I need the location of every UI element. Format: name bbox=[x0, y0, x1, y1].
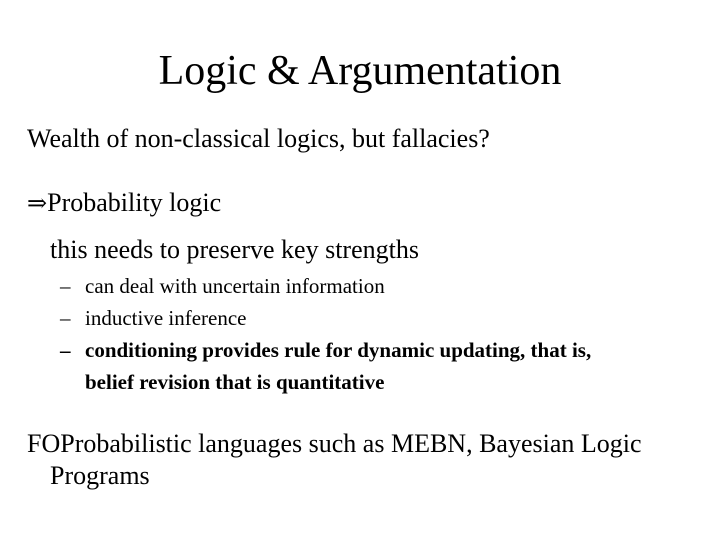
foprobabilistic-text: FOProbabilistic languages such as MEBN, Bayesian Logic bbox=[27, 429, 642, 458]
text-line-wealth: Wealth of non-classical logics, but fallacies? bbox=[27, 124, 490, 153]
list-item bbox=[60, 270, 591, 302]
list-item-text: can deal with uncertain information bbox=[85, 274, 385, 298]
implies-arrow-icon: ⇒ bbox=[27, 191, 48, 217]
list-item-text-continued: belief revision that is quantitative bbox=[85, 370, 385, 394]
text-line-preserve-strengths: this needs to preserve key strengths bbox=[50, 235, 419, 264]
text-line-foprobabilistic bbox=[27, 428, 707, 492]
dash-icon: – bbox=[60, 338, 71, 362]
list-item bbox=[60, 302, 591, 334]
slide-title: Logic & Argumentation bbox=[158, 48, 562, 94]
list-item bbox=[60, 334, 591, 398]
text-line-probability-logic bbox=[27, 186, 221, 221]
list-item-text: inductive inference bbox=[85, 306, 247, 330]
sub-bullet-list bbox=[60, 270, 591, 398]
dash-icon: – bbox=[60, 306, 71, 330]
dash-icon: – bbox=[60, 274, 71, 298]
list-item-text: conditioning provides rule for dynamic updating, that is, bbox=[85, 338, 592, 362]
foprobabilistic-text-continued: Programs bbox=[50, 461, 150, 490]
probability-logic-text: Probability logic bbox=[47, 188, 222, 217]
